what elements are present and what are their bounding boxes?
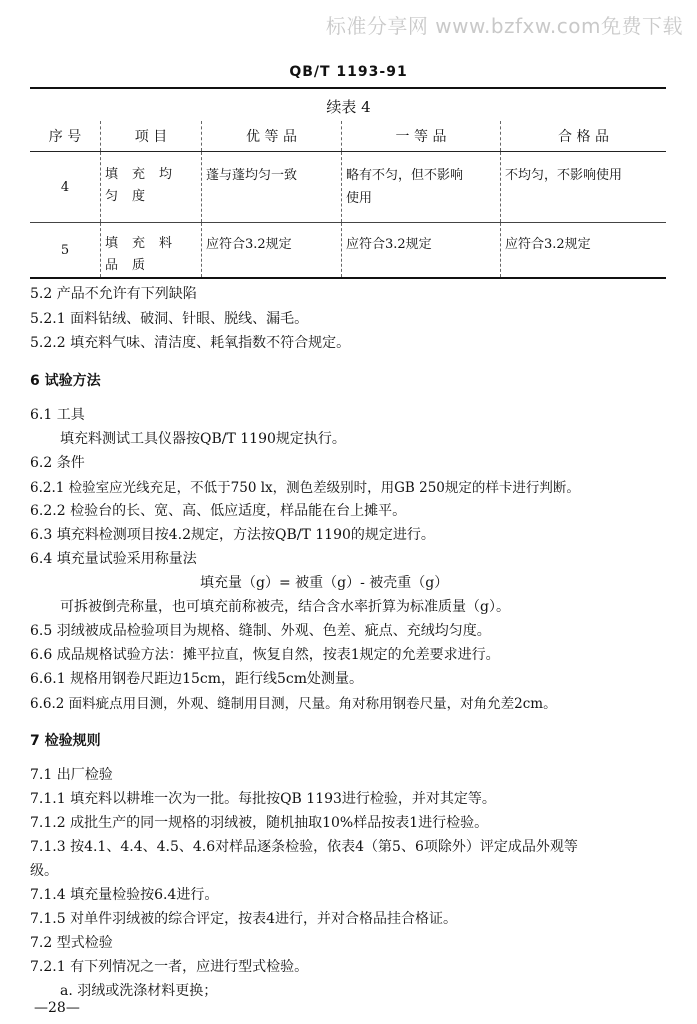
table-row	[30, 152, 666, 223]
clause-7-1-4: 7.1.4 填充量检验按6.4进行。	[30, 887, 219, 903]
table-caption: 续表 4	[326, 98, 371, 116]
clause-5-2-2: 5.2.2 填充料气味、清洁度、耗氧指数不符合规定。	[30, 335, 351, 351]
cell-first	[342, 152, 501, 223]
clause-7-1-3: 7.1.3 按4.1、4.4、4.5、4.6对样品逐条检验，依表4（第5、6项除外）评定成品外观等	[30, 839, 578, 855]
clause-6-6-1: 6.6.1 规格用钢卷尺距边15cm，距行线5cm处测量。	[30, 671, 364, 687]
cell-no: 5	[30, 223, 101, 279]
cell-item-line1: 填充料	[105, 236, 187, 251]
cell-item	[101, 152, 202, 223]
watermark: 标准分享网 www.bzfxw.com免费下载	[325, 14, 683, 38]
clause-6-2: 6.2 条件	[30, 455, 85, 471]
cell-first	[342, 223, 501, 279]
cell-item-line1: 填充均	[105, 167, 187, 182]
cell-first-line1: 应符合3.2规定	[346, 237, 432, 252]
clause-7-1-3-cont: 级。	[30, 863, 58, 879]
clause-5-2: 5.2 产品不允许有下列缺陷	[30, 286, 197, 302]
standard-code: QB/T 1193-91	[289, 64, 408, 80]
cell-item-line2: 匀度	[105, 189, 160, 204]
clause-6-5: 6.5 羽绒被成品检验项目为规格、缝制、外观、色差、疵点、充绒均匀度。	[30, 623, 491, 639]
clause-7-1-1: 7.1.1 填充料以耕堆一次为一批。每批按QB 1193进行检验，并对其定等。	[30, 791, 496, 807]
clause-6-4-text: 可拆被倒壳称量，也可填充前称被壳，结合含水率折算为标准质量（g）。	[60, 599, 510, 615]
cell-qualified: 不均匀，不影响使用	[501, 152, 667, 223]
clause-6-3: 6.3 填充料检测项目按4.2规定，方法按QB/T 1190的规定进行。	[30, 527, 435, 543]
clause-6-6-2: 6.6.2 面料疵点用目测，外观、缝制用目测，尺量。角对称用钢卷尺量，对角允差2cm。	[30, 696, 557, 712]
clause-6-6: 6.6 成品规格试验方法：摊平拉直，恢复自然，按表1规定的允差要求进行。	[30, 647, 500, 663]
clause-6-1-text: 填充料测试工具仪器按QB/T 1190规定执行。	[60, 431, 346, 447]
col-header-item: 项 目	[101, 121, 202, 152]
header-rule	[30, 87, 666, 89]
cell-item-line2: 品质	[105, 258, 160, 273]
filling-formula: 填充量（g）= 被重（g）- 被壳重（g）	[200, 575, 449, 591]
clause-6-4: 6.4 填充量试验采用称量法	[30, 551, 197, 567]
cell-first-line2: 使用	[346, 191, 373, 206]
col-header-qualified: 合 格 品	[501, 121, 667, 152]
cell-excellent: 应符合3.2规定	[202, 223, 342, 279]
clause-7-2: 7.2 型式检验	[30, 935, 113, 951]
cell-first-line1: 略有不匀，但不影响	[346, 168, 464, 183]
cell-item	[101, 223, 202, 279]
col-header-no: 序 号	[30, 121, 101, 152]
page-number: —28—	[34, 1000, 80, 1016]
clause-7-1: 7.1 出厂检验	[30, 767, 113, 783]
cell-qualified: 应符合3.2规定	[501, 223, 667, 279]
table-header-row	[30, 121, 666, 152]
clause-7-1-2: 7.1.2 成批生产的同一规格的羽绒被，随机抽取10%样品按表1进行检验。	[30, 815, 489, 831]
clause-6-1: 6.1 工具	[30, 407, 85, 423]
clause-6-2-2: 6.2.2 检验台的长、宽、高、低应适度，样品能在台上摊平。	[30, 503, 407, 519]
cell-excellent: 蓬与蓬均匀一致	[202, 152, 342, 223]
cell-no: 4	[30, 152, 101, 223]
clause-6-2-1: 6.2.1 检验室应光线充足，不低于750 lx，测色差级别时，用GB 250规定的样卡进行判断。	[30, 480, 580, 496]
table-row	[30, 223, 666, 279]
section-7-heading: 7 检验规则	[30, 733, 101, 749]
section-6-heading: 6 试验方法	[30, 373, 101, 389]
clause-7-1-5: 7.1.5 对单件羽绒被的综合评定，按表4进行，并对合格品挂合格证。	[30, 911, 457, 927]
spec-table	[30, 121, 666, 279]
clause-5-2-1: 5.2.1 面料钻绒、破洞、针眼、脱线、漏毛。	[30, 311, 309, 327]
col-header-first: 一 等 品	[342, 121, 501, 152]
col-header-excellent: 优 等 品	[202, 121, 342, 152]
clause-7-2-1-a: a. 羽绒或洗涤材料更换；	[60, 983, 218, 999]
clause-7-2-1: 7.2.1 有下列情况之一者，应进行型式检验。	[30, 959, 309, 975]
